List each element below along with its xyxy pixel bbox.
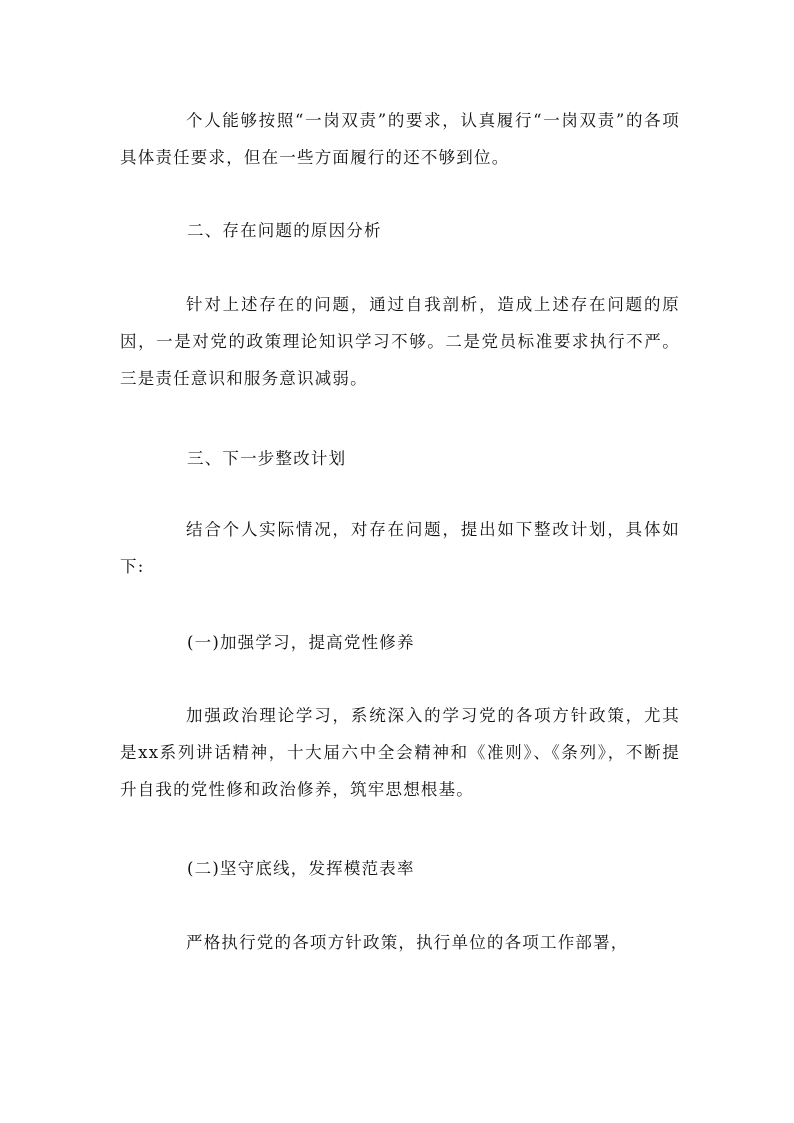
paragraph-one-post-dual-responsibility: 个人能够按照“一岗双责”的要求，认真履行“一岗双责”的各项具体责任要求，但在一些方面履行的还不够到位。 [120, 111, 680, 167]
paragraph-cause-analysis: 针对上述存在的问题，通过自我剖析，造成上述存在问题的原因，一是对党的政策理论知识学习不够。二是党员标准要求执行不严。三是责任意识和服务意识减弱。 [120, 295, 680, 388]
subheading-hold-bottom-line: (二)坚守底线，发挥模范表率 [187, 859, 415, 878]
paragraph-hold-bottom-line: 严格执行党的各项方针政策，执行单位的各项工作部署， [186, 933, 629, 952]
section-heading-cause-analysis: 二、存在问题的原因分析 [187, 221, 382, 240]
subheading-strengthen-study: (一)加强学习，提高党性修养 [187, 633, 415, 652]
section-heading-rectification-plan: 三、下一步整改计划 [187, 449, 347, 468]
paragraph-strengthen-study: 加强政治理论学习，系统深入的学习党的各项方针政策，尤其是xx系列讲话精神，十大届六中全会精神和《准则》、《条列》，不断提升自我的党性修和政治修养，筑牢思想根基。 [120, 706, 680, 799]
paragraph-rectification-intro: 结合个人实际情况，对存在问题，提出如下整改计划，具体如下: [120, 520, 680, 576]
